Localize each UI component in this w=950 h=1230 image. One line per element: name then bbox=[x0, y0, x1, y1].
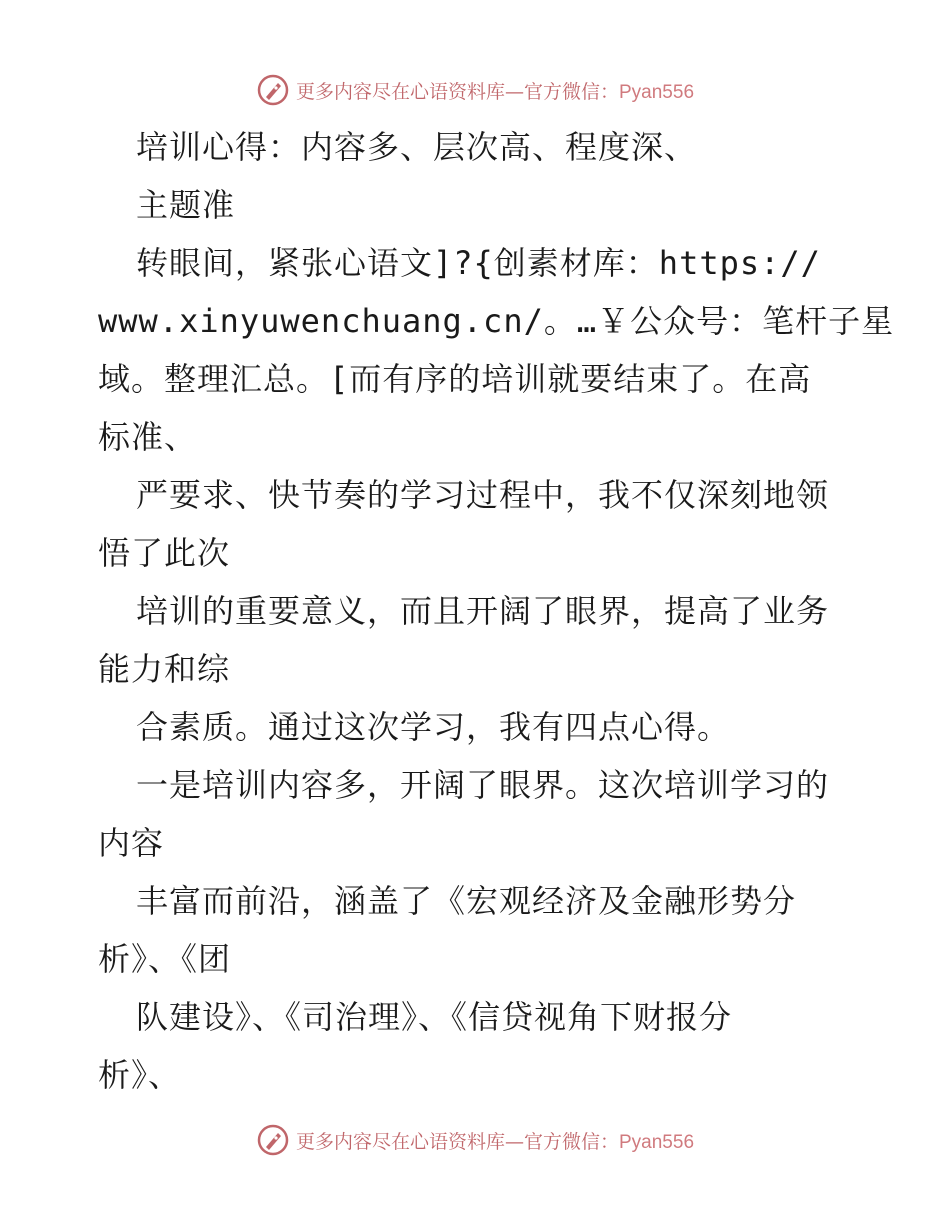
text-line: 内容 bbox=[98, 824, 165, 862]
document-body bbox=[98, 118, 895, 1104]
banner-site-name: 更多内容尽在心语资料库 bbox=[295, 80, 505, 103]
pen-nib-circle-icon bbox=[256, 1123, 290, 1157]
text-line: 合素质。通过这次学习，我有四点心得。 bbox=[136, 708, 731, 746]
banner-text bbox=[296, 77, 694, 104]
banner-wechat-label: 官方微信： bbox=[523, 1130, 619, 1153]
banner-wechat-label: 官方微信： bbox=[523, 80, 619, 103]
pen-nib-circle-icon bbox=[256, 73, 290, 107]
text-line: 悟了此次 bbox=[98, 534, 231, 572]
text-line: 培训心得：内容多、层次高、程度深、 bbox=[136, 128, 698, 166]
banner-account: Pyan556 bbox=[619, 1131, 695, 1153]
text-line: 转眼间，紧张心语文]?{创素材库：https:// bbox=[136, 244, 821, 282]
text-line: 丰富而前沿，涵盖了《宏观经济及金融形势分 bbox=[136, 882, 797, 920]
text-line: 严要求、快节奏的学习过程中，我不仅深刻地领 bbox=[136, 476, 830, 514]
banner-site-name: 更多内容尽在心语资料库 bbox=[295, 1130, 505, 1153]
banner-separator: — bbox=[504, 1130, 524, 1153]
banner-text bbox=[296, 1127, 694, 1154]
banner-separator: — bbox=[504, 80, 524, 103]
text-line: 培训的重要意义，而且开阔了眼界，提高了业务 bbox=[136, 592, 830, 630]
header-banner bbox=[0, 70, 950, 110]
text-line: 主题准 bbox=[136, 186, 236, 224]
text-line: 析》、 bbox=[98, 1056, 182, 1094]
text-line: www.xinyuwenchuang.cn/。…￥公众号：笔杆子星 bbox=[98, 302, 895, 340]
footer-banner bbox=[0, 1120, 950, 1160]
text-line: 一是培训内容多，开阔了眼界。这次培训学习的 bbox=[136, 766, 830, 804]
text-line: 析》、《团 bbox=[98, 940, 232, 978]
text-line: 队建设》、《司治理》、《信贷视角下财报分 bbox=[136, 998, 733, 1036]
text-line: 域。整理汇总。[而有序的培训就要结束了。在高 bbox=[98, 360, 812, 398]
text-line: 标准、 bbox=[98, 418, 198, 456]
banner-account: Pyan556 bbox=[619, 81, 695, 103]
text-line: 能力和综 bbox=[98, 650, 231, 688]
